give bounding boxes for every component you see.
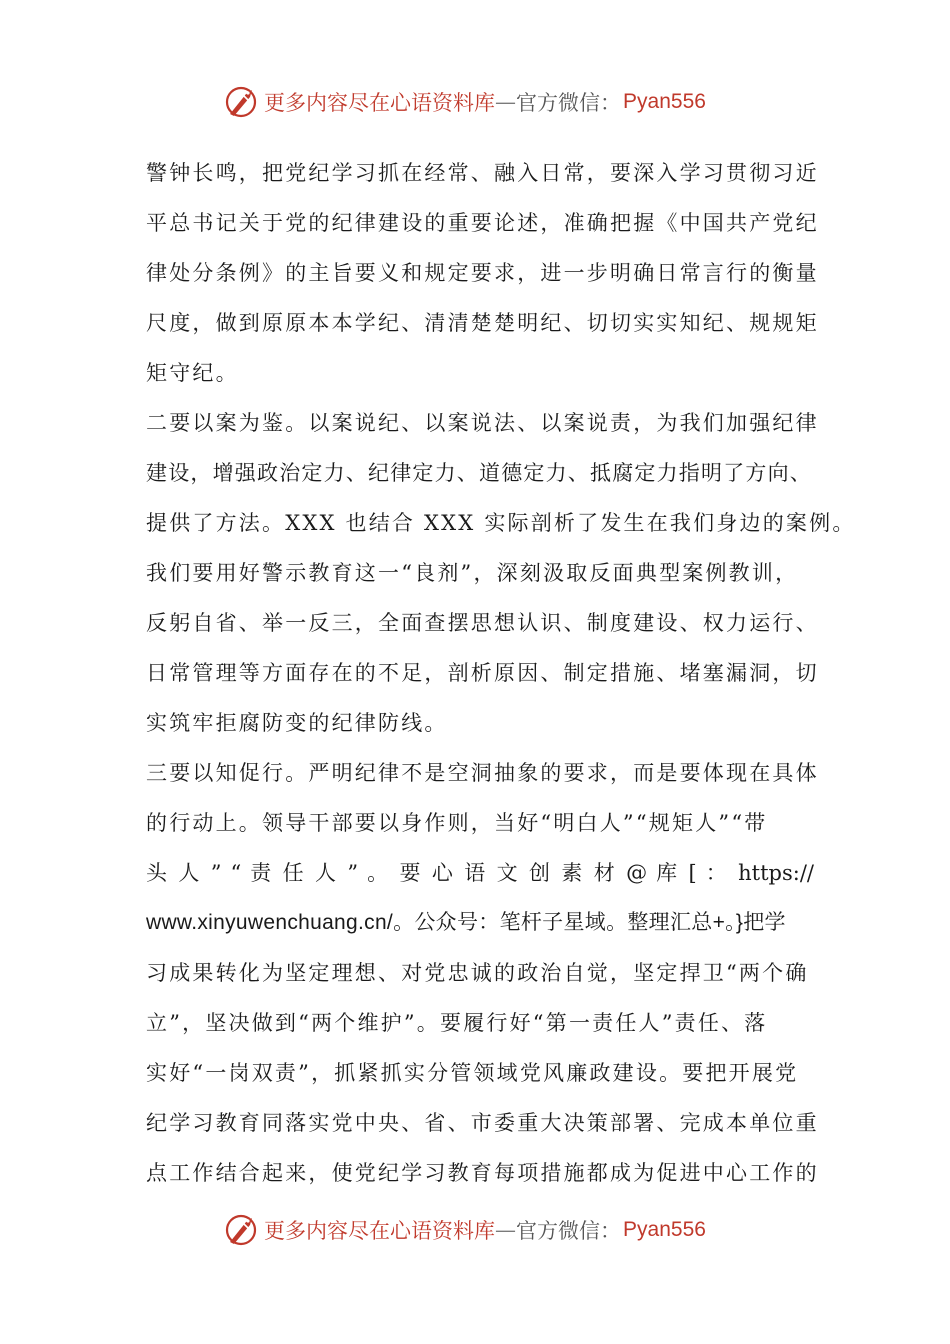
body-line: 我们要用好警示教育这一“良剂”，深刻汲取反面典型案例教训， xyxy=(146,561,799,585)
body-line: 提供了方法。XXX 也结合 XXX 实际剖析了发生在我们身边的案例。 xyxy=(146,511,856,535)
body-line: 二要以案为鉴。以案说纪、以案说法、以案说责，为我们加强纪律 xyxy=(146,411,819,435)
pen-nib-logo-icon xyxy=(224,1212,260,1248)
footer-banner xyxy=(0,1208,950,1252)
body-line-link: 头 人 ” “ 责 任 人 ” 。 要 心 语 文 创 素 材 @ 库 [ ： https:// xyxy=(146,861,814,885)
body-line: 律处分条例》的主旨要义和规定要求，进一步明确日常言行的衡量 xyxy=(146,261,819,285)
header-wechat-id: Pyan556 xyxy=(623,90,706,113)
footer-separator: — xyxy=(495,1218,517,1242)
body-line: 立”，坚决做到“两个维护”。要履行好“第一责任人”责任、落 xyxy=(146,1011,768,1035)
body-line: 的行动上。领导干部要以身作则，当好“明白人”“规矩人”“带 xyxy=(146,811,768,835)
body-line: 纪学习教育同落实党中央、省、市委重大决策部署、完成本单位重 xyxy=(146,1111,819,1135)
pen-nib-logo-icon xyxy=(224,84,260,120)
header-banner xyxy=(0,80,950,124)
body-line: 矩守纪。 xyxy=(146,361,239,385)
body-line: 实好“一岗双责”，抓紧抓实分管领域党风廉政建设。要把开展党 xyxy=(146,1061,799,1085)
footer-wechat-label: 官方微信： xyxy=(516,1219,622,1243)
body-line-url: www.xinyuwenchuang.cn/。公众号：笔杆子星域。整理汇总+。}把学 xyxy=(146,911,786,934)
header-brand: 更多内容尽在心语资料库 xyxy=(264,91,496,115)
body-line: 三要以知促行。严明纪律不是空洞抽象的要求，而是要体现在具体 xyxy=(146,761,819,785)
body-line: 习成果转化为坚定理想、对党忠诚的政治自觉，坚定捍卫“两个确 xyxy=(146,961,809,985)
body-line: 尺度，做到原原本本学纪、清清楚楚明纪、切切实实知纪、规规矩 xyxy=(146,311,819,335)
body-line: 警钟长鸣，把党纪学习抓在经常、融入日常，要深入学习贯彻习近 xyxy=(146,161,819,185)
body-line: 平总书记关于党的纪律建设的重要论述，准确把握《中国共产党纪 xyxy=(146,211,819,235)
footer-brand: 更多内容尽在心语资料库 xyxy=(264,1219,496,1243)
body-line: 点工作结合起来，使党纪学习教育每项措施都成为促进中心工作的 xyxy=(146,1161,819,1185)
body-line: 反躬自省、举一反三，全面查摆思想认识、制度建设、权力运行、 xyxy=(146,611,819,635)
document-body xyxy=(146,148,856,1198)
header-separator: — xyxy=(495,90,517,114)
footer-wechat-id: Pyan556 xyxy=(623,1218,706,1241)
body-line: 日常管理等方面存在的不足，剖析原因、制定措施、堵塞漏洞，切 xyxy=(146,661,819,685)
header-wechat-label: 官方微信： xyxy=(516,91,622,115)
body-line: 实筑牢拒腐防变的纪律防线。 xyxy=(146,711,448,735)
body-line: 建设，增强政治定力、纪律定力、道德定力、抵腐定力指明了方向、 xyxy=(146,461,812,485)
